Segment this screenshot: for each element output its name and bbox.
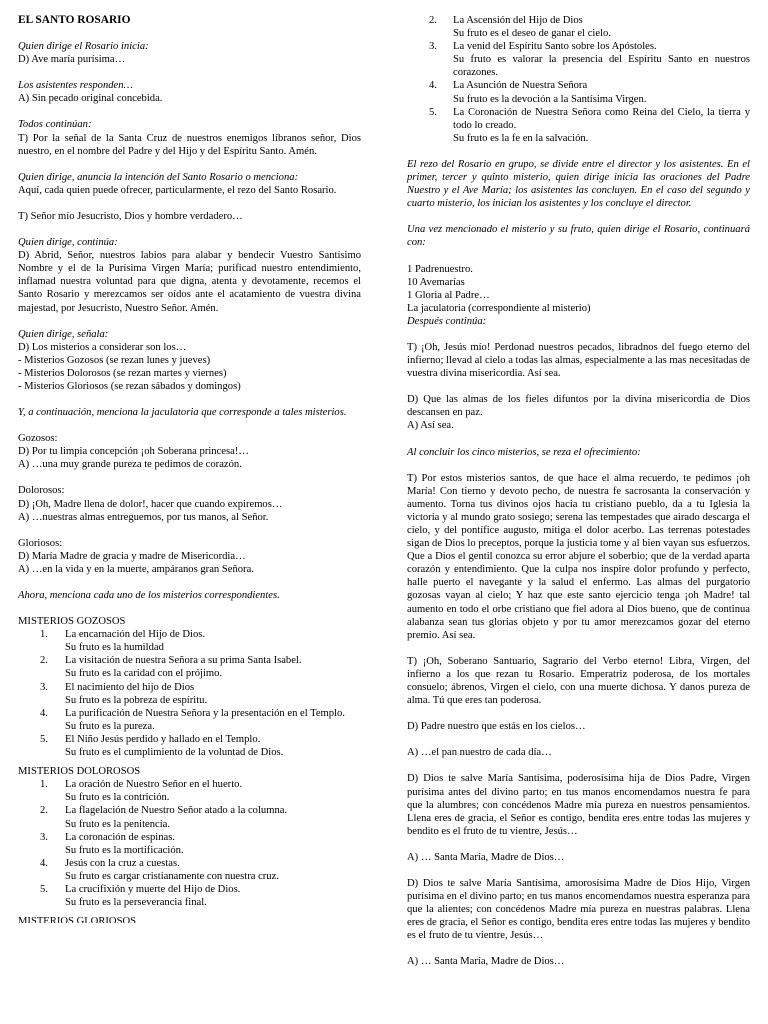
prayer-line: A) … Santa María, Madre de Dios… <box>407 956 565 968</box>
mystery-title: La Coronación de Nuestra Señora como Reina del Cielo, la tierra y todo lo creado. <box>453 106 750 131</box>
mystery-fruit: Su fruto es la perseverancia final. <box>65 897 207 909</box>
list-item: 5. El Niño Jesús perdido y hallado en el Templo. Su fruto es el cumplimiento de la voluntad de Dios. <box>40 733 284 759</box>
mystery-title: La crucifixión y muerte del Hijo de Dios. <box>65 883 241 895</box>
mysteries-heading: MISTERIOS DOLOROSOS <box>18 766 141 778</box>
prayer-paragraph: D) Dios te salve María Santísima, poderosísima hija de Dios Padre, Virgen purísima antes del divino parto; en tus manos encomendamos nuestra fe para que la alumbres; con concédenos Madre mía pureza en nuestros pensamientos. Llena eres de gracia, el Señor es contigo, bendita eres entre todas las mujeres y bendito es el fruto de tu vientre, Jesús… <box>407 773 750 837</box>
list-item: 5. La Coronación de Nuestra Señora como Reina del Cielo, la tierra y todo lo creado. Su fruto es la fe en la salvación. <box>429 106 750 144</box>
jaculatoria-heading: Dolorosos: <box>18 485 65 497</box>
prayer-paragraph: Aquí, cada quien puede ofrecer, particularmente, el rezo del Santo Rosario. <box>18 184 337 196</box>
prayer-paragraph: D) Que las almas de los fieles difuntos por la divina misericordia de Dios descansen en paz. <box>407 394 750 419</box>
mystery-title: Jesús con la cruz a cuestas. <box>65 857 180 869</box>
mystery-title: La Ascensión del Hijo de Dios <box>453 15 583 26</box>
prayer-line: A) Así sea. <box>407 420 454 432</box>
mystery-fruit: Su fruto es la devoción a la Santísima Virgen. <box>453 93 647 105</box>
mystery-day-line: - Misterios Gozosos (se rezan lunes y jueves) <box>18 354 211 366</box>
list-item: 4. Jesús con la cruz a cuestas. Su fruto es cargar cristianamente con nuestra cruz. <box>40 857 279 882</box>
prayer-paragraph: T) ¡Oh, Jesús mío! Perdonad nuestros pecados, libradnos del fuego eterno del infierno; llevad al cielo a todas las almas, especialmente a las mas necesitadas de vuestra divina misericordia. Así sea. <box>407 341 750 380</box>
prayer-line: D) María Madre de gracia y madre de Misericordia… <box>18 550 246 562</box>
mystery-fruit: Su fruto es valorar la presencia del Espíritu Santo en nuestros corazones. <box>453 54 750 79</box>
list-item: 3. El nacimiento del hijo de Dios Su fruto es la pobreza de espíritu. <box>40 681 208 706</box>
mystery-fruit: Su fruto es la caridad con el prójimo. <box>65 668 223 680</box>
instruction: Los asistentes responden… <box>18 80 133 92</box>
mystery-fruit: Su fruto es la humildad <box>65 642 164 654</box>
mystery-title: La visitación de nuestra Señora a su prima Santa Isabel. <box>65 655 302 667</box>
mystery-title: La venid del Espíritu Santo sobre los Apóstoles. <box>453 41 657 53</box>
instruction: Quien dirige, anuncia la intención del Santo Rosario o menciona: <box>18 171 299 183</box>
instruction: El rezo del Rosario en grupo, se divide entre el director y los asistentes. En el primer, tercer y quinto misterio, quien dirige inicia las oraciones del Padre Nuestro y el Ave María; los asistentes las concluyen. En el caso del segundo y cuarto misterio, los inician los asistentes y los concluye el director. <box>407 158 750 210</box>
mystery-fruit: Su fruto es la mortificación. <box>65 844 184 856</box>
list-item: 3. La venid del Espíritu Santo sobre los Apóstoles. Su fruto es valorar la presencia del Espíritu Santo en nuestros corazones. <box>429 41 750 79</box>
instruction: Una vez mencionado el misterio y su fruto, quien dirige el Rosario, continuará con: <box>407 224 750 249</box>
prayer-line: 1 Padrenuestro. <box>407 263 473 275</box>
mystery-fruit: Su fruto es la fe en la salvación. <box>453 132 589 144</box>
mysteries-list <box>18 778 361 909</box>
list-item: 1. La oración de Nuestro Señor en el huerto. Su fruto es la contrición. <box>40 779 243 804</box>
mystery-title: El Niño Jesús perdido y hallado en el Templo. <box>65 733 261 745</box>
prayer-line: A) …nuestras almas entreguemos, por tus manos, al Señor. <box>18 511 269 523</box>
mysteries-heading: MISTERIOS GOZOSOS <box>18 616 126 628</box>
mystery-title: La Asunción de Nuestra Señora <box>453 80 588 92</box>
document-title: EL SANTO ROSARIO <box>18 14 131 26</box>
instruction: Al concluir los cinco misterios, se reza el ofrecimiento: <box>407 446 641 458</box>
mystery-title: La flagelación de Nuestro Señor atado a la columna. <box>65 805 288 817</box>
list-item: 1. La encarnación del Hijo de Dios. Su fruto es la humildad <box>40 629 206 654</box>
mysteries-list <box>407 14 750 145</box>
prayer-line: La jaculatoria (correspondiente al misterio) <box>407 302 591 314</box>
prayer-paragraph: T) ¡Oh, Soberano Santuario, Sagrario del Verbo eterno! Libra, Virgen, del infierno a los que rezan tu Rosario. Emperatriz poderosa, de los mortales consuelo; ábrenos, Virgen el cielo, con una muerte dichosa. Y danos pureza de alma. Tú que eres tan poderosa. <box>407 655 750 707</box>
prayer-paragraph: T) Por estos misterios santos, de que hace el alma recuerdo, te pedimos ¡oh María! Con tierno y devoto pecho, de nuestra fe sacrosanta la conservación y aumento. Torna tus divinos ojos hacia tu cristiano pueblo, da a tu Iglesia la victoria y al mundo grato sosiego; serena las tempestades que airado descarga el cielo, y del pontífice augusto, mitiga el dolor acerbo. Las terrenas potestades sigan de Dios lo preceptos, porque la justicia tome y al bien vayan sus esfuerzos. Que a Dios el gentil conozca su error abjure el soberbio; que de la verdad aparta corazón y entendimiento. Que la culpa nos inspire dolor profundo y perfecto, halle puerto el navegante y la salud el enfermo. Las almas del purgatorio gozosas vayan al cielo; Y haz que este santo ejercicio tenga ¡oh Madre! tal aumento en todo el orbe cristiano que fiel adora al Dios bueno, que de continua alabanza sean tus glorias objeto y por tu amor merezcamos gozar del eterno premio. Así sea. <box>407 472 750 641</box>
mystery-fruit: Su fruto es la pureza. <box>65 720 155 732</box>
instruction: Ahora, menciona cada uno de los misterios correspondientes. <box>18 590 280 601</box>
mystery-title: La encarnación del Hijo de Dios. <box>65 629 206 641</box>
instruction: Después continúa: <box>407 315 487 327</box>
mystery-title: El nacimiento del hijo de Dios <box>65 681 195 693</box>
prayer-line: A) …una muy grande pureza te pedimos de corazón. <box>18 459 242 471</box>
mystery-fruit: Su fruto es el deseo de ganar el cielo. <box>453 28 611 40</box>
mystery-fruit: Su fruto es cargar cristianamente con nuestra cruz. <box>65 870 279 882</box>
list-item: 2. La Ascensión del Hijo de Dios Su fruto es el deseo de ganar el cielo. <box>429 15 611 40</box>
mystery-fruit: Su fruto es el cumplimiento de la voluntad de Dios. <box>65 747 284 759</box>
list-item: 2. La flagelación de Nuestro Señor atado a la columna. Su fruto es la penitencia. <box>40 805 288 830</box>
mystery-fruit: Su fruto es la pobreza de espíritu. <box>65 694 208 706</box>
instruction: Y, a continuación, menciona la jaculatoria que corresponde a tales misterios. <box>18 407 347 419</box>
prayer-line: 1 Gloria al Padre… <box>407 289 490 301</box>
instruction: Todos continúan: <box>18 119 92 131</box>
prayer-paragraph: D) Abrid, Señor, nuestros labios para alabar y bendecir Vuestro Santísimo Nombre y el de la Purísima Virgen María; purificad nuestro entendimiento, inflamad nuestra voluntad para que digna, atenta y devotamente, recemos el Santo Rosario y merezcamos ser oídos ante el acatamiento de vuestra divina majestad, por Jesucristo, Nuestro Señor. Amén. <box>18 250 361 314</box>
right-column <box>407 14 750 969</box>
prayer-line: A) … Santa María, Madre de Dios… <box>407 851 565 863</box>
mystery-title: La coronación de espinas. <box>65 831 176 843</box>
prayer-line: A) Sin pecado original concebida. <box>18 93 163 105</box>
list-item: 2. La visitación de nuestra Señora a su prima Santa Isabel. Su fruto es la caridad con el prójimo. <box>40 655 302 680</box>
mystery-fruit: Su fruto es la penitencia. <box>65 818 171 830</box>
page-cutoff <box>18 915 361 923</box>
mysteries-heading: MISTERIOS GLORIOSOS <box>18 916 137 924</box>
prayer-paragraph: T) Por la señal de la Santa Cruz de nuestros enemigos líbranos señor, Dios nuestro, en el nombre del Padre y del Hijo y del Espíritu Santo. Amén. <box>18 132 361 157</box>
prayer-line: D) ¡Oh, Madre llena de dolor!, hacer que cuando expiremos… <box>18 498 283 510</box>
prayer-line: D) Por tu limpia concepción ¡oh Soberana princesa!… <box>18 446 249 458</box>
prayer-paragraph: D) Dios te salve María Santísima, amorosísima Madre de Dios Hijo, Virgen purísima en el divino parto; en tus manos encomendamos nuestra esperanza para que la alientes; con concédenos Madre mía pureza en nuestras palabras. Llena eres de gracia, el Señor es contigo, bendita eres entre todas las mujeres y bendito es el fruto de tu vientre, Jesús… <box>407 877 750 942</box>
prayer-line: D) Padre nuestro que estás en los cielos… <box>407 721 586 733</box>
list-item: 5. La crucifixión y muerte del Hijo de Dios. Su fruto es la perseverancia final. <box>40 883 241 909</box>
mystery-title: La oración de Nuestro Señor en el huerto. <box>65 779 243 791</box>
instruction: Quien dirige, señala: <box>18 328 109 340</box>
prayer-line: D) Los misterios a considerar son los… <box>18 341 187 353</box>
instruction: Quien dirige, continúa: <box>18 237 118 249</box>
prayer-line: T) Señor mío Jesucristo, Dios y hombre verdadero… <box>18 210 243 222</box>
list-item: 3. La coronación de espinas. Su fruto es la mortificación. <box>40 831 184 856</box>
prayer-line: A) …el pan nuestro de cada día… <box>407 747 552 759</box>
jaculatoria-heading: Gozosos: <box>18 433 58 445</box>
mystery-fruit: Su fruto es la contrición. <box>65 792 170 804</box>
mysteries-list <box>18 628 361 759</box>
left-column <box>18 14 361 923</box>
prayer-line: D) Ave maría purísima… <box>18 54 126 66</box>
mystery-day-line: - Misterios Dolorosos (se rezan martes y viernes) <box>18 367 227 379</box>
mystery-day-line: - Misterios Gloriosos (se rezan sábados y domingos) <box>18 380 241 392</box>
list-item: 4. La purificación de Nuestra Señora y la presentación en el Templo. Su fruto es la pureza. <box>40 707 345 732</box>
mystery-title: La purificación de Nuestra Señora y la presentación en el Templo. <box>65 707 345 719</box>
instruction: Quien dirige el Rosario inicia: <box>18 41 149 53</box>
list-item: 4. La Asunción de Nuestra Señora Su fruto es la devoción a la Santísima Virgen. <box>429 80 647 105</box>
prayer-line: 10 Avemarías <box>407 276 465 288</box>
prayer-line: A) …en la vida y en la muerte, ampáranos gran Señora. <box>18 563 254 575</box>
jaculatoria-heading: Gloriosos: <box>18 537 63 549</box>
